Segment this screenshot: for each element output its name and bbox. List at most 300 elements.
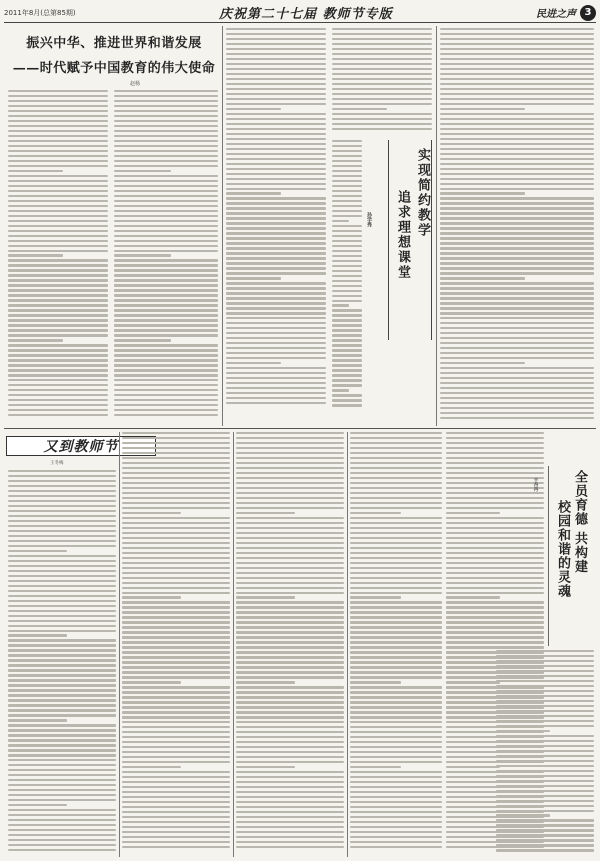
- text-line: [114, 170, 171, 172]
- text-line: [122, 656, 230, 658]
- text-line: [114, 404, 218, 406]
- text-line: [8, 595, 116, 597]
- text-line: [236, 811, 344, 813]
- article2-body-col2: [440, 28, 594, 423]
- text-line: [350, 771, 442, 773]
- text-line: [122, 786, 230, 788]
- column-divider: [436, 26, 437, 426]
- text-line: [332, 28, 432, 30]
- text-line: [226, 88, 326, 90]
- text-line: [122, 616, 230, 618]
- text-line: [446, 442, 544, 444]
- text-line: [114, 289, 218, 291]
- text-line: [440, 168, 594, 170]
- text-line: [8, 210, 108, 212]
- text-line: [440, 28, 594, 30]
- text-line: [236, 522, 344, 524]
- article2-title: 实现简约教学: [415, 148, 430, 238]
- text-line: [8, 399, 108, 401]
- text-line: [440, 38, 594, 40]
- text-line: [114, 279, 218, 281]
- text-line: [8, 344, 108, 346]
- text-line: [332, 98, 432, 100]
- text-line: [122, 497, 230, 499]
- text-line: [496, 720, 594, 722]
- text-line: [226, 128, 326, 130]
- text-line: [122, 577, 230, 579]
- text-line: [8, 779, 116, 781]
- text-line: [446, 477, 544, 479]
- text-line: [236, 611, 344, 613]
- text-line: [332, 225, 362, 227]
- text-line: [236, 806, 344, 808]
- text-line: [440, 282, 594, 284]
- text-line: [440, 332, 594, 334]
- text-line: [440, 417, 594, 419]
- text-line: [8, 180, 108, 182]
- text-line: [226, 267, 326, 269]
- text-line: [446, 512, 500, 514]
- text-line: [226, 302, 326, 304]
- text-line: [8, 535, 116, 537]
- text-line: [496, 755, 594, 757]
- text-line: [226, 28, 326, 30]
- text-line: [8, 590, 116, 592]
- text-line: [226, 322, 326, 324]
- text-line: [8, 664, 116, 666]
- text-line: [8, 130, 108, 132]
- text-line: [226, 108, 281, 110]
- text-line: [122, 517, 230, 519]
- text-line: [226, 212, 326, 214]
- text-line: [226, 297, 326, 299]
- article1-body-col2: [114, 90, 218, 420]
- text-line: [496, 765, 594, 767]
- text-line: [8, 309, 108, 311]
- text-line: [8, 170, 63, 172]
- text-line: [8, 364, 108, 366]
- text-line: [114, 254, 171, 256]
- text-line: [236, 776, 344, 778]
- text-line: [350, 601, 442, 603]
- text-line: [440, 217, 594, 219]
- text-line: [332, 300, 362, 302]
- text-line: [350, 517, 442, 519]
- text-line: [114, 309, 218, 311]
- text-line: [226, 153, 326, 155]
- text-line: [440, 73, 594, 75]
- text-line: [236, 592, 344, 594]
- text-line: [8, 570, 116, 572]
- text-line: [122, 611, 230, 613]
- text-line: [440, 197, 594, 199]
- text-line: [350, 841, 442, 843]
- text-line: [446, 621, 544, 623]
- text-line: [332, 160, 362, 162]
- text-line: [236, 846, 344, 848]
- text-line: [122, 781, 230, 783]
- text-line: [350, 557, 442, 559]
- text-line: [226, 123, 326, 125]
- text-line: [440, 342, 594, 344]
- text-line: [226, 252, 326, 254]
- text-line: [332, 339, 362, 341]
- text-line: [122, 457, 230, 459]
- text-line: [226, 143, 326, 145]
- text-line: [8, 264, 108, 266]
- text-line: [440, 257, 594, 259]
- text-line: [446, 487, 544, 489]
- text-line: [350, 741, 442, 743]
- text-line: [332, 389, 349, 391]
- text-line: [236, 726, 344, 728]
- text-line: [440, 412, 594, 414]
- text-line: [114, 389, 218, 391]
- text-line: [440, 262, 594, 264]
- text-line: [114, 409, 218, 411]
- text-line: [8, 679, 116, 681]
- text-line: [122, 806, 230, 808]
- text-line: [122, 522, 230, 524]
- text-line: [114, 150, 218, 152]
- text-line: [332, 63, 432, 65]
- text-line: [114, 299, 218, 301]
- text-line: [114, 210, 218, 212]
- text-line: [332, 309, 362, 311]
- text-line: [350, 636, 442, 638]
- text-line: [236, 527, 344, 529]
- text-line: [226, 232, 326, 234]
- text-line: [236, 696, 344, 698]
- text-line: [114, 110, 218, 112]
- text-line: [350, 497, 442, 499]
- text-line: [114, 399, 218, 401]
- text-line: [440, 232, 594, 234]
- text-line: [122, 542, 230, 544]
- text-line: [114, 195, 218, 197]
- text-line: [8, 804, 67, 806]
- text-line: [122, 651, 230, 653]
- text-line: [440, 93, 594, 95]
- text-line: [122, 636, 230, 638]
- text-line: [122, 552, 230, 554]
- text-line: [122, 567, 230, 569]
- text-line: [236, 467, 344, 469]
- text-line: [236, 547, 344, 549]
- text-line: [122, 452, 230, 454]
- text-line: [446, 606, 544, 608]
- text-line: [8, 530, 116, 532]
- text-line: [350, 691, 442, 693]
- text-line: [226, 118, 326, 120]
- text-line: [350, 711, 442, 713]
- text-line: [440, 397, 594, 399]
- text-line: [8, 724, 116, 726]
- text-line: [8, 799, 116, 801]
- text-line: [236, 492, 344, 494]
- text-line: [122, 537, 230, 539]
- masthead-right: [536, 5, 596, 21]
- text-line: [440, 188, 594, 190]
- text-line: [350, 646, 442, 648]
- text-line: [236, 537, 344, 539]
- text-line: [350, 467, 442, 469]
- text-line: [8, 185, 108, 187]
- text-line: [226, 197, 326, 199]
- text-line: [332, 265, 362, 267]
- text-line: [114, 274, 218, 276]
- text-line: [350, 437, 442, 439]
- text-line: [496, 819, 594, 821]
- text-line: [8, 659, 116, 661]
- text-line: [446, 522, 544, 524]
- text-line: [496, 780, 594, 782]
- text-line: [496, 675, 594, 677]
- text-line: [446, 532, 544, 534]
- text-line: [350, 791, 442, 793]
- text-line: [122, 606, 230, 608]
- text-line: [8, 110, 108, 112]
- article3-body-col2: [122, 432, 230, 855]
- text-line: [236, 711, 344, 713]
- text-line: [114, 160, 218, 162]
- text-line: [496, 829, 594, 831]
- text-line: [236, 452, 344, 454]
- text-line: [350, 661, 442, 663]
- text-line: [8, 605, 116, 607]
- text-line: [332, 354, 362, 356]
- text-line: [122, 846, 230, 848]
- text-line: [236, 661, 344, 663]
- text-line: [236, 601, 344, 603]
- text-line: [236, 532, 344, 534]
- text-line: [8, 565, 116, 567]
- text-line: [332, 215, 362, 217]
- text-line: [332, 324, 362, 326]
- issue-date: 2011年8月(总第85期): [4, 8, 76, 17]
- text-line: [236, 671, 344, 673]
- text-line: [496, 839, 594, 841]
- text-line: [332, 250, 362, 252]
- text-line: [236, 557, 344, 559]
- text-line: [8, 600, 116, 602]
- text-line: [226, 163, 326, 165]
- text-line: [8, 145, 108, 147]
- text-line: [446, 482, 544, 484]
- text-line: [350, 756, 442, 758]
- text-line: [440, 98, 594, 100]
- text-line: [332, 245, 362, 247]
- text-line: [350, 452, 442, 454]
- text-line: [236, 766, 295, 768]
- text-line: [332, 344, 362, 346]
- text-line: [226, 78, 326, 80]
- text-line: [114, 384, 218, 386]
- text-line: [350, 686, 442, 688]
- text-line: [236, 477, 344, 479]
- text-line: [8, 294, 108, 296]
- text-line: [496, 849, 594, 851]
- text-line: [8, 769, 116, 771]
- text-line: [446, 527, 544, 529]
- text-line: [350, 457, 442, 459]
- text-line: [226, 262, 326, 264]
- text-line: [446, 596, 500, 598]
- article2-author: 孙学秀: [366, 212, 372, 227]
- text-line: [122, 532, 230, 534]
- text-line: [440, 173, 594, 175]
- text-line: [8, 634, 67, 636]
- text-line: [332, 304, 349, 306]
- newspaper-name: 民进之声: [535, 9, 576, 20]
- article2-body-col1: [332, 140, 362, 410]
- text-line: [122, 771, 230, 773]
- text-line: [440, 287, 594, 289]
- text-line: [122, 547, 230, 549]
- article1-author: 赵杨: [130, 81, 141, 87]
- text-line: [446, 492, 544, 494]
- text-line: [226, 257, 326, 259]
- text-line: [114, 235, 218, 237]
- text-line: [496, 834, 594, 836]
- text-line: [332, 205, 362, 207]
- text-line: [8, 505, 116, 507]
- text-line: [332, 145, 362, 147]
- text-line: [446, 497, 544, 499]
- article4-body-col2: [496, 650, 594, 855]
- text-line: [440, 362, 525, 364]
- text-line: [114, 284, 218, 286]
- column-divider: [222, 26, 223, 426]
- text-line: [114, 344, 218, 346]
- text-line: [440, 322, 594, 324]
- text-line: [8, 254, 63, 256]
- text-line: [350, 616, 442, 618]
- text-line: [440, 88, 594, 90]
- text-line: [226, 168, 326, 170]
- text-line: [8, 140, 108, 142]
- text-line: [8, 324, 108, 326]
- article3-body-col3: [236, 432, 344, 855]
- masthead: [4, 3, 596, 23]
- text-line: [332, 128, 432, 130]
- text-line: [236, 582, 344, 584]
- text-line: [8, 525, 116, 527]
- text-line: [440, 357, 594, 359]
- text-line: [226, 272, 326, 274]
- text-line: [496, 740, 594, 742]
- text-line: [332, 210, 362, 212]
- text-line: [8, 754, 116, 756]
- text-line: [122, 447, 230, 449]
- text-line: [114, 165, 218, 167]
- text-line: [332, 230, 362, 232]
- text-line: [122, 816, 230, 818]
- text-line: [350, 477, 442, 479]
- text-line: [332, 108, 387, 110]
- text-line: [440, 352, 594, 354]
- text-line: [8, 409, 108, 411]
- text-line: [446, 641, 544, 643]
- text-line: [226, 43, 326, 45]
- text-line: [332, 290, 362, 292]
- text-line: [236, 572, 344, 574]
- text-line: [8, 550, 67, 552]
- text-line: [440, 252, 594, 254]
- text-line: [122, 696, 230, 698]
- text-line: [332, 73, 432, 75]
- text-line: [8, 245, 108, 247]
- text-line: [332, 314, 362, 316]
- text-line: [236, 651, 344, 653]
- text-line: [8, 240, 108, 242]
- column-divider: [233, 432, 234, 857]
- text-line: [226, 327, 326, 329]
- text-line: [446, 457, 544, 459]
- text-line: [122, 681, 181, 683]
- text-line: [332, 68, 432, 70]
- text-line: [332, 123, 432, 125]
- text-line: [496, 650, 594, 652]
- text-line: [350, 502, 442, 504]
- text-line: [8, 165, 108, 167]
- text-line: [226, 98, 326, 100]
- text-line: [122, 751, 230, 753]
- text-line: [350, 656, 442, 658]
- text-line: [8, 414, 108, 416]
- text-line: [496, 660, 594, 662]
- text-line: [236, 626, 344, 628]
- text-line: [446, 467, 544, 469]
- text-line: [332, 295, 362, 297]
- text-line: [440, 148, 594, 150]
- text-line: [226, 207, 326, 209]
- text-line: [496, 665, 594, 667]
- text-line: [122, 836, 230, 838]
- text-line: [122, 572, 230, 574]
- text-line: [332, 334, 362, 336]
- text-line: [236, 786, 344, 788]
- text-line: [226, 133, 326, 135]
- text-line: [440, 372, 594, 374]
- text-line: [332, 364, 362, 366]
- text-line: [122, 492, 230, 494]
- text-line: [8, 394, 108, 396]
- text-line: [332, 349, 362, 351]
- text-line: [236, 512, 295, 514]
- text-line: [332, 190, 362, 192]
- text-line: [332, 33, 432, 35]
- text-line: [226, 192, 281, 194]
- text-line: [8, 200, 108, 202]
- text-line: [496, 655, 594, 657]
- text-line: [332, 319, 362, 321]
- text-line: [122, 801, 230, 803]
- text-line: [226, 387, 326, 389]
- text-line: [114, 135, 218, 137]
- text-line: [440, 183, 594, 185]
- text-line: [446, 562, 544, 564]
- text-line: [350, 492, 442, 494]
- text-line: [122, 442, 230, 444]
- text-line: [8, 389, 108, 391]
- text-line: [440, 138, 594, 140]
- text-line: [440, 48, 594, 50]
- article3-author: 王冬梅: [50, 461, 64, 466]
- text-line: [236, 562, 344, 564]
- text-line: [236, 656, 344, 658]
- text-line: [496, 725, 594, 727]
